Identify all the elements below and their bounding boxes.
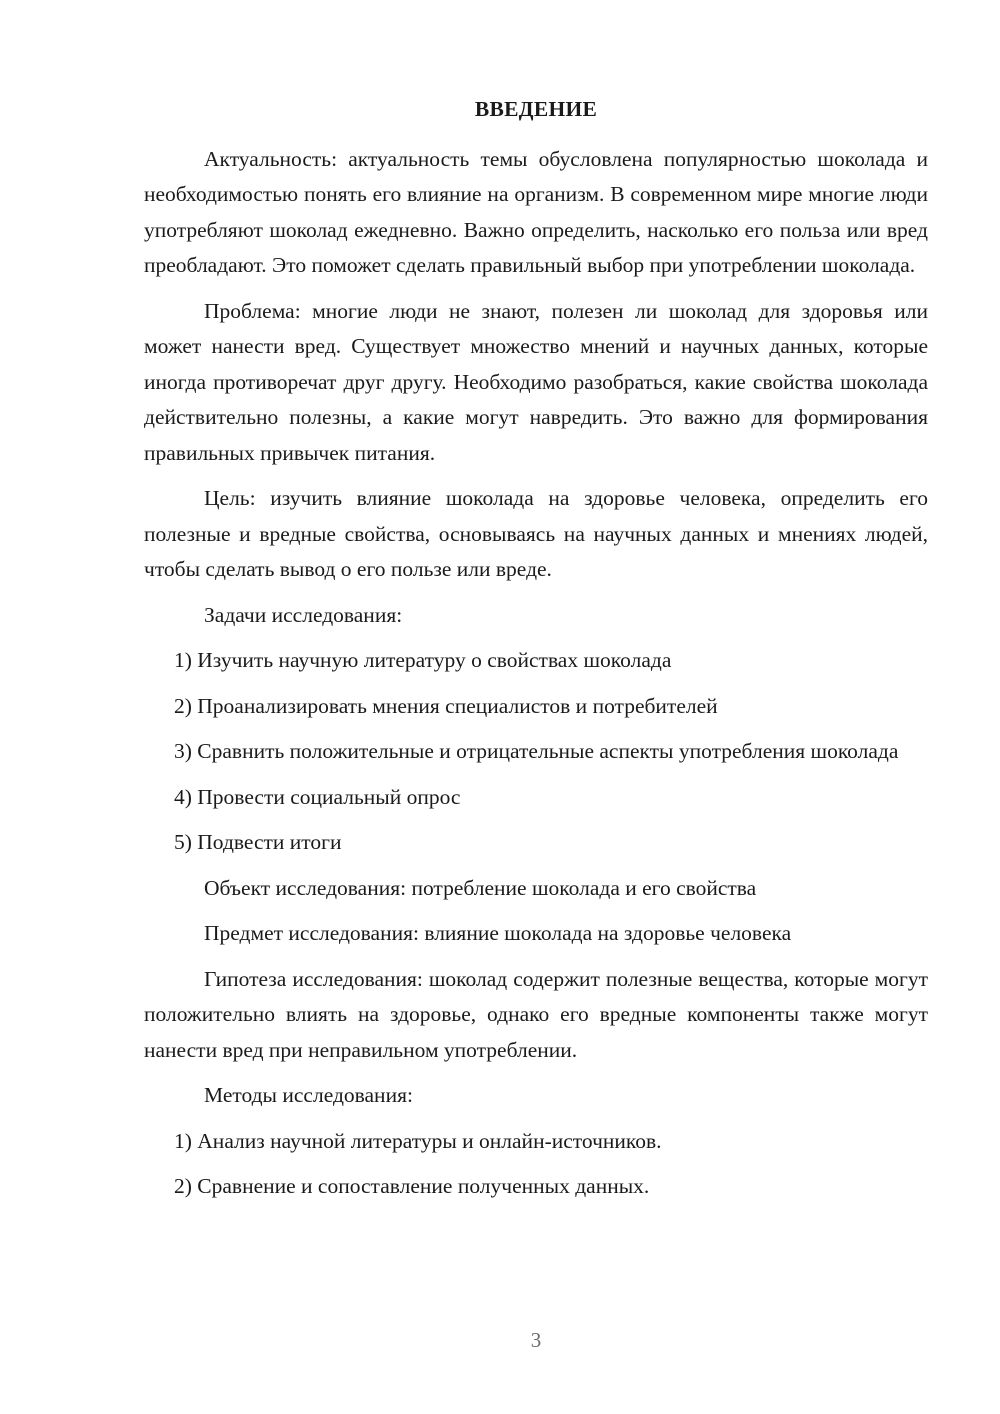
task-item: 4) Провести социальный опрос — [174, 784, 461, 809]
subject-paragraph: Предмет исследования: влияние шоколада на здоровье человека — [204, 921, 792, 945]
relevance-paragraph: Актуальность: актуальность темы обусловлена популярностью шоколада и необходимостью понять его влияние на организм. В современном мире многие люди употребляют шоколад ежедневно. Важно определить, насколько его польза или вред преобладают. Это поможет сделать правильный выбор при употреблении шоколада. — [144, 146, 928, 277]
goal-paragraph: Цель: изучить влияние шоколада на здоровье человека, определить его полезные и вредные свойства, основываясь на научных данных и мнениях людей, чтобы сделать вывод о его пользе или вреде. — [144, 486, 928, 581]
method-item: 2) Сравнение и сопоставление полученных данных. — [174, 1174, 650, 1198]
task-item: 1) Изучить научную литературу о свойствах шоколада — [174, 648, 672, 672]
task-item: 2) Проанализировать мнения специалистов и потребителей — [174, 693, 718, 718]
task-item: 3) Сравнить положительные и отрицательные аспекты употребления шоколада — [174, 739, 899, 763]
hypothesis-paragraph: Гипотеза исследования: шоколад содержит полезные вещества, которые могут положительно влиять на здоровье, однако его вредные компоненты также могут нанести вред при неправильном употреблении. — [144, 966, 928, 1062]
document-page — [144, 92, 928, 1215]
problem-paragraph: Проблема: многие люди не знают, полезен ли шоколад для здоровья или может нанести вред. Существует множество мнений и научных данных, которые иногда противоречат друг другу. Необходимо разобраться, какие свойства шоколада действительно полезны, а какие могут навредить. Это важно для формирования правильных привычек питания. — [144, 298, 928, 465]
section-title: ВВЕДЕНИЕ — [474, 97, 598, 121]
methods-heading: Методы исследования: — [204, 1083, 413, 1107]
object-paragraph: Объект исследования: потребление шоколада и его свойства — [204, 875, 757, 900]
task-item: 5) Подвести итоги — [174, 830, 342, 854]
tasks-heading: Задачи исследования: — [204, 602, 403, 627]
method-item: 1) Анализ научной литературы и онлайн-источников. — [174, 1128, 662, 1153]
page-number: 3 — [530, 1328, 542, 1352]
